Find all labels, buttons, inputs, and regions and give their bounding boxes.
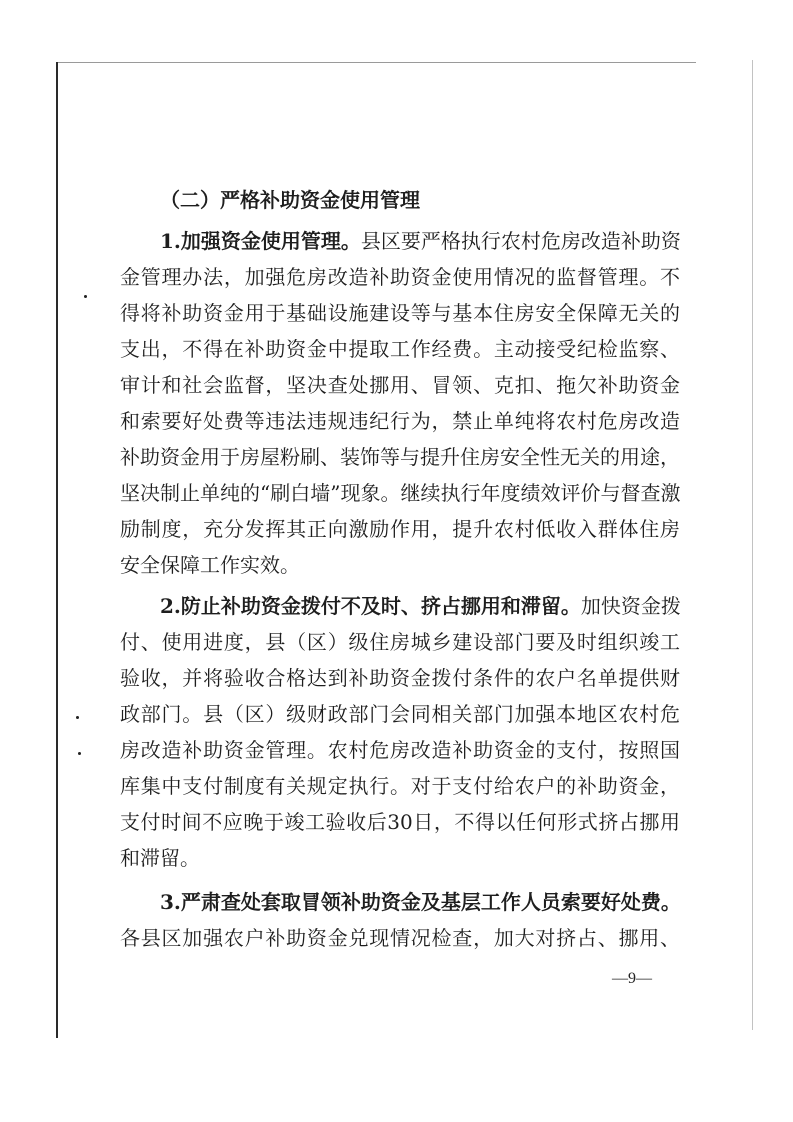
binding-hole-mark [78, 752, 81, 755]
paragraph-2-line: 政部门。县（区）级财政部门会同相关部门加强本地区农村危 [120, 702, 680, 726]
paragraph-2-line: 付、使用进度，县（区）级住房城乡建设部门要及时组织竣工 [120, 630, 680, 654]
paragraph-1-line: 补助资金用于房屋粉刷、装饰等与提升住房安全性无关的用途， [120, 445, 680, 469]
page-number: —9— [612, 970, 652, 987]
paragraph-2-line: 2.防止补助资金拨付不及时、挤占挪用和滞留。加快资金拨 [160, 594, 681, 618]
paragraph-1-line: 安全保障工作实效。 [120, 553, 300, 577]
paragraph-2-line: 库集中支付制度有关规定执行。对于支付给农户的补助资金， [120, 774, 680, 798]
paragraph-2-line: 验收，并将验收合格达到补助资金拨付条件的农户名单提供财 [120, 666, 680, 690]
paragraph-1-line: 坚决制止单纯的“刷白墙”现象。继续执行年度绩效评价与督查激 [120, 481, 681, 505]
binding-hole-mark [84, 295, 87, 298]
paragraph-3-line: 各县区加强农户补助资金兑现情况检查，加大对挤占、挪用、 [120, 926, 680, 950]
paragraph-2-line: 房改造补助资金管理。农村危房改造补助资金的支付，按照国 [120, 738, 680, 762]
paragraph-1-line: 审计和社会监督，坚决查处挪用、冒领、克扣、拖欠补助资金 [120, 373, 680, 397]
scan-border-top [56, 62, 696, 63]
paragraph-2-line: 支付时间不应晚于竣工验收后30日，不得以任何形式挤占挪用 [120, 810, 680, 834]
paragraph-2-line: 和滞留。 [120, 846, 200, 870]
binding-hole-mark [76, 716, 79, 719]
paragraph-1-line: 金管理办法，加强危房改造补助资金使用情况的监督管理。不 [120, 265, 680, 289]
paragraph-1-line: 支出，不得在补助资金中提取工作经费。主动接受纪检监察、 [120, 337, 680, 361]
scan-border-left [56, 62, 58, 1038]
paragraph-3-line: 3.严肃查处套取冒领补助资金及基层工作人员索要好处费。 [160, 890, 681, 914]
paragraph-1-line: 得将补助资金用于基础设施建设等与基本住房安全保障无关的 [120, 301, 680, 325]
paragraph-1-line: 1.加强资金使用管理。县区要严格执行农村危房改造补助资 [160, 229, 681, 253]
section-heading: （二）严格补助资金使用管理 [160, 188, 420, 212]
scan-border-right [752, 60, 753, 1030]
paragraph-1-line: 励制度，充分发挥其正向激励作用，提升农村低收入群体住房 [120, 517, 680, 541]
paragraph-1-line: 和索要好处费等违法违规违纪行为，禁止单纯将农村危房改造 [120, 409, 680, 433]
